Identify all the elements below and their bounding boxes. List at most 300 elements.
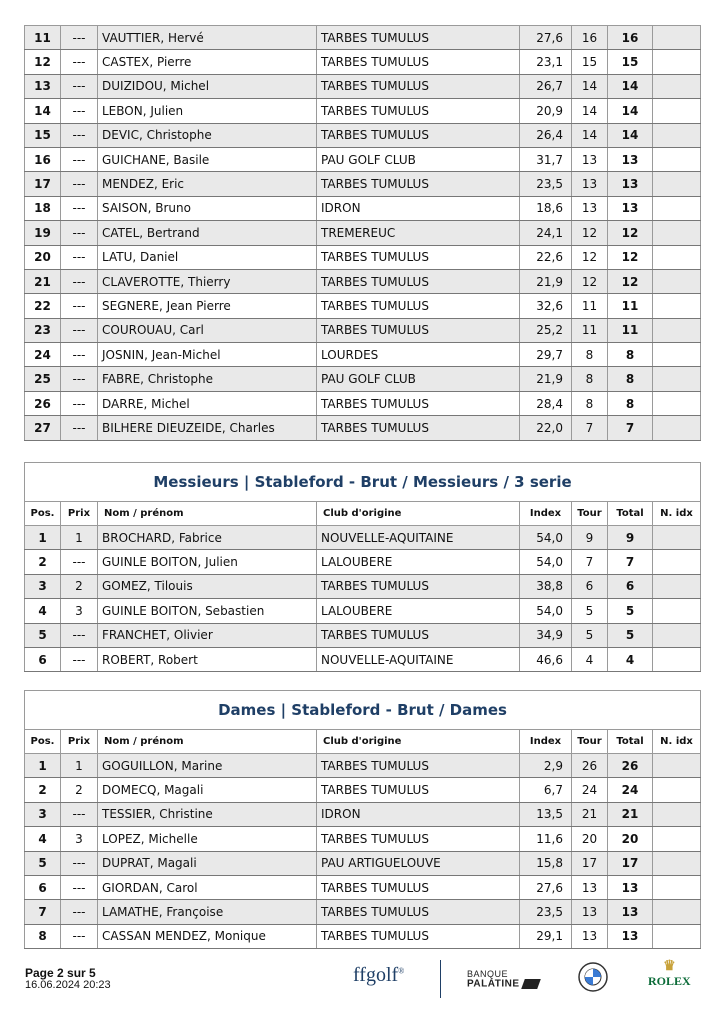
- cell-index: 13,5: [520, 802, 572, 826]
- cell-club: TARBES TUMULUS: [317, 623, 520, 647]
- cell-name: FABRE, Christophe: [98, 367, 317, 391]
- cell-tour: 14: [572, 99, 608, 123]
- table-row: [25, 623, 701, 647]
- cell-total: 4: [608, 647, 653, 671]
- cell-pos: 2: [25, 550, 61, 574]
- rolex-logo-text: ROLEX: [648, 974, 691, 988]
- cell-pos: 1: [25, 754, 61, 778]
- cell-index: 18,6: [520, 196, 572, 220]
- cell-club: TARBES TUMULUS: [317, 26, 520, 50]
- cell-pos: 15: [25, 123, 61, 147]
- header-index: Index: [520, 730, 572, 754]
- cell-nidx: [653, 318, 701, 342]
- cell-total: 14: [608, 74, 653, 98]
- table-row: [25, 99, 701, 123]
- cell-club: TARBES TUMULUS: [317, 778, 520, 802]
- cell-total: 13: [608, 924, 653, 948]
- cell-pos: 5: [25, 851, 61, 875]
- cell-nidx: [653, 245, 701, 269]
- cell-name: LOPEZ, Michelle: [98, 827, 317, 851]
- cell-index: 54,0: [520, 599, 572, 623]
- table-row: [25, 754, 701, 778]
- table-header: [25, 730, 701, 754]
- cell-tour: 15: [572, 50, 608, 74]
- cell-pos: 7: [25, 900, 61, 924]
- results-table-continued: [24, 25, 701, 441]
- cell-index: 28,4: [520, 391, 572, 415]
- cell-club: TARBES TUMULUS: [317, 391, 520, 415]
- table-row: [25, 367, 701, 391]
- cell-nidx: [653, 550, 701, 574]
- cell-total: 11: [608, 294, 653, 318]
- cell-tour: 16: [572, 26, 608, 50]
- table-row: [25, 778, 701, 802]
- cell-pos: 23: [25, 318, 61, 342]
- cell-index: 23,5: [520, 172, 572, 196]
- table-row: [25, 196, 701, 220]
- cell-nidx: [653, 391, 701, 415]
- cell-index: 29,1: [520, 924, 572, 948]
- cell-tour: 11: [572, 318, 608, 342]
- cell-total: 8: [608, 367, 653, 391]
- cell-prix: 3: [61, 599, 98, 623]
- cell-prix: ---: [61, 875, 98, 899]
- cell-name: LEBON, Julien: [98, 99, 317, 123]
- cell-total: 12: [608, 221, 653, 245]
- ffgolf-logo-text: ffgolf: [353, 964, 399, 986]
- header-total: Total: [608, 502, 653, 526]
- cell-pos: 20: [25, 245, 61, 269]
- cell-index: 32,6: [520, 294, 572, 318]
- cell-total: 17: [608, 851, 653, 875]
- cell-tour: 13: [572, 196, 608, 220]
- table-header: [25, 502, 701, 526]
- header-name: Nom / prénom: [98, 502, 317, 526]
- cell-pos: 11: [25, 26, 61, 50]
- header-nidx: N. idx: [653, 730, 701, 754]
- cell-prix: 1: [61, 754, 98, 778]
- cell-tour: 13: [572, 900, 608, 924]
- cell-name: TESSIER, Christine: [98, 802, 317, 826]
- header-total: Total: [608, 730, 653, 754]
- header-club: Club d'origine: [317, 730, 520, 754]
- table-row: [25, 221, 701, 245]
- crown-icon: ♛: [663, 959, 676, 974]
- cell-name: GOGUILLON, Marine: [98, 754, 317, 778]
- header-index: Index: [520, 502, 572, 526]
- cell-club: NOUVELLE-AQUITAINE: [317, 647, 520, 671]
- cell-nidx: [653, 367, 701, 391]
- cell-index: 6,7: [520, 778, 572, 802]
- cell-club: TARBES TUMULUS: [317, 574, 520, 598]
- cell-club: IDRON: [317, 196, 520, 220]
- cell-name: GUINLE BOITON, Julien: [98, 550, 317, 574]
- section-title: Messieurs | Stableford - Brut / Messieurs / 3 serie: [25, 463, 701, 502]
- cell-name: DARRE, Michel: [98, 391, 317, 415]
- header-nidx: N. idx: [653, 502, 701, 526]
- section-title: Dames | Stableford - Brut / Dames: [25, 691, 701, 730]
- cell-index: 24,1: [520, 221, 572, 245]
- cell-pos: 21: [25, 269, 61, 293]
- cell-total: 26: [608, 754, 653, 778]
- cell-index: 22,6: [520, 245, 572, 269]
- table-row: [25, 294, 701, 318]
- cell-name: SEGNERE, Jean Pierre: [98, 294, 317, 318]
- cell-nidx: [653, 599, 701, 623]
- cell-club: LOURDES: [317, 343, 520, 367]
- cell-prix: ---: [61, 245, 98, 269]
- cell-club: TARBES TUMULUS: [317, 827, 520, 851]
- cell-index: 26,4: [520, 123, 572, 147]
- ffgolf-logo: ffgolf®: [353, 964, 405, 986]
- cell-prix: ---: [61, 550, 98, 574]
- cell-name: BROCHARD, Fabrice: [98, 526, 317, 550]
- cell-tour: 9: [572, 526, 608, 550]
- cell-index: 22,0: [520, 416, 572, 440]
- cell-tour: 14: [572, 123, 608, 147]
- cell-nidx: [653, 802, 701, 826]
- cell-index: 38,8: [520, 574, 572, 598]
- cell-nidx: [653, 74, 701, 98]
- cell-prix: 2: [61, 778, 98, 802]
- cell-index: 27,6: [520, 875, 572, 899]
- logo-divider: [440, 960, 441, 998]
- cell-nidx: [653, 269, 701, 293]
- cell-total: 13: [608, 900, 653, 924]
- table-row: [25, 245, 701, 269]
- cell-total: 13: [608, 875, 653, 899]
- cell-nidx: [653, 147, 701, 171]
- cell-name: GUINLE BOITON, Sebastien: [98, 599, 317, 623]
- cell-pos: 8: [25, 924, 61, 948]
- cell-prix: ---: [61, 343, 98, 367]
- cell-index: 23,5: [520, 900, 572, 924]
- cell-nidx: [653, 221, 701, 245]
- cell-prix: ---: [61, 802, 98, 826]
- table-row: [25, 526, 701, 550]
- print-datetime: 16.06.2024 20:23: [25, 979, 111, 991]
- cell-name: DUPRAT, Magali: [98, 851, 317, 875]
- cell-nidx: [653, 123, 701, 147]
- cell-club: TARBES TUMULUS: [317, 269, 520, 293]
- cell-index: 54,0: [520, 526, 572, 550]
- cell-prix: ---: [61, 318, 98, 342]
- cell-total: 6: [608, 574, 653, 598]
- cell-total: 8: [608, 391, 653, 415]
- cell-tour: 20: [572, 827, 608, 851]
- header-name: Nom / prénom: [98, 730, 317, 754]
- cell-pos: 19: [25, 221, 61, 245]
- bank-logo-line1: BANQUE: [467, 969, 509, 979]
- cell-name: GOMEZ, Tilouis: [98, 574, 317, 598]
- cell-prix: ---: [61, 74, 98, 98]
- cell-total: 7: [608, 416, 653, 440]
- cell-total: 13: [608, 172, 653, 196]
- cell-index: 27,6: [520, 26, 572, 50]
- table-row: [25, 318, 701, 342]
- cell-index: 21,9: [520, 367, 572, 391]
- table-row: [25, 802, 701, 826]
- table-row: [25, 599, 701, 623]
- cell-name: GIORDAN, Carol: [98, 875, 317, 899]
- cell-pos: 17: [25, 172, 61, 196]
- cell-club: TARBES TUMULUS: [317, 245, 520, 269]
- table-row: [25, 875, 701, 899]
- cell-nidx: [653, 875, 701, 899]
- cell-club: TARBES TUMULUS: [317, 900, 520, 924]
- cell-name: SAISON, Bruno: [98, 196, 317, 220]
- cell-index: 2,9: [520, 754, 572, 778]
- cell-tour: 6: [572, 574, 608, 598]
- cell-prix: ---: [61, 416, 98, 440]
- cell-pos: 1: [25, 526, 61, 550]
- cell-tour: 8: [572, 343, 608, 367]
- table-row: [25, 172, 701, 196]
- cell-name: ROBERT, Robert: [98, 647, 317, 671]
- header-pos: Pos.: [25, 502, 61, 526]
- cell-nidx: [653, 851, 701, 875]
- cell-club: NOUVELLE-AQUITAINE: [317, 526, 520, 550]
- cell-tour: 5: [572, 623, 608, 647]
- cell-prix: ---: [61, 99, 98, 123]
- cell-total: 5: [608, 623, 653, 647]
- cell-club: TARBES TUMULUS: [317, 50, 520, 74]
- cell-tour: 12: [572, 269, 608, 293]
- header-pos: Pos.: [25, 730, 61, 754]
- cell-total: 14: [608, 123, 653, 147]
- page-number: Page 2 sur 5: [25, 966, 96, 980]
- cell-name: LATU, Daniel: [98, 245, 317, 269]
- table-row: [25, 269, 701, 293]
- cell-nidx: [653, 827, 701, 851]
- cell-index: 34,9: [520, 623, 572, 647]
- cell-pos: 27: [25, 416, 61, 440]
- cell-prix: ---: [61, 924, 98, 948]
- cell-nidx: [653, 343, 701, 367]
- table-row: [25, 391, 701, 415]
- cell-prix: ---: [61, 147, 98, 171]
- cell-pos: 2: [25, 778, 61, 802]
- banque-palatine-logo: [467, 970, 539, 989]
- cell-pos: 3: [25, 802, 61, 826]
- cell-index: 11,6: [520, 827, 572, 851]
- cell-prix: 3: [61, 827, 98, 851]
- cell-tour: 5: [572, 599, 608, 623]
- cell-prix: ---: [61, 294, 98, 318]
- cell-tour: 24: [572, 778, 608, 802]
- cell-total: 11: [608, 318, 653, 342]
- cell-pos: 26: [25, 391, 61, 415]
- cell-nidx: [653, 623, 701, 647]
- cell-index: 31,7: [520, 147, 572, 171]
- cell-prix: ---: [61, 196, 98, 220]
- cell-pos: 16: [25, 147, 61, 171]
- cell-index: 29,7: [520, 343, 572, 367]
- cell-name: GUICHANE, Basile: [98, 147, 317, 171]
- cell-total: 24: [608, 778, 653, 802]
- cell-total: 20: [608, 827, 653, 851]
- cell-total: 21: [608, 802, 653, 826]
- cell-club: IDRON: [317, 802, 520, 826]
- table-row: [25, 416, 701, 440]
- cell-prix: ---: [61, 123, 98, 147]
- cell-pos: 4: [25, 827, 61, 851]
- cell-nidx: [653, 924, 701, 948]
- cell-prix: ---: [61, 647, 98, 671]
- cell-pos: 14: [25, 99, 61, 123]
- cell-name: LAMATHE, Françoise: [98, 900, 317, 924]
- cell-pos: 6: [25, 647, 61, 671]
- cell-tour: 4: [572, 647, 608, 671]
- cell-club: TREMEREUC: [317, 221, 520, 245]
- cell-index: 26,7: [520, 74, 572, 98]
- cell-pos: 12: [25, 50, 61, 74]
- table-row: [25, 550, 701, 574]
- cell-tour: 13: [572, 924, 608, 948]
- cell-nidx: [653, 526, 701, 550]
- cell-total: 14: [608, 99, 653, 123]
- header-prix: Prix: [61, 730, 98, 754]
- cell-name: COUROUAU, Carl: [98, 318, 317, 342]
- cell-index: 46,6: [520, 647, 572, 671]
- cell-pos: 18: [25, 196, 61, 220]
- cell-name: MENDEZ, Eric: [98, 172, 317, 196]
- table-row: [25, 147, 701, 171]
- cell-index: 15,8: [520, 851, 572, 875]
- cell-club: TARBES TUMULUS: [317, 99, 520, 123]
- bmw-logo-icon: [578, 962, 608, 992]
- cell-tour: 12: [572, 245, 608, 269]
- cell-club: TARBES TUMULUS: [317, 318, 520, 342]
- header-tour: Tour: [572, 502, 608, 526]
- cell-pos: 13: [25, 74, 61, 98]
- cell-club: TARBES TUMULUS: [317, 754, 520, 778]
- cell-pos: 3: [25, 574, 61, 598]
- cell-name: BILHERE DIEUZEIDE, Charles: [98, 416, 317, 440]
- bank-mark-icon: [521, 979, 541, 989]
- cell-club: TARBES TUMULUS: [317, 74, 520, 98]
- cell-prix: ---: [61, 623, 98, 647]
- cell-nidx: [653, 754, 701, 778]
- cell-club: TARBES TUMULUS: [317, 875, 520, 899]
- cell-club: TARBES TUMULUS: [317, 123, 520, 147]
- cell-nidx: [653, 294, 701, 318]
- dames-table: [24, 690, 701, 949]
- table-row: [25, 74, 701, 98]
- cell-nidx: [653, 26, 701, 50]
- header-tour: Tour: [572, 730, 608, 754]
- cell-nidx: [653, 900, 701, 924]
- bank-logo-line2: PALATINE: [467, 978, 520, 990]
- table-row: [25, 924, 701, 948]
- cell-name: VAUTTIER, Hervé: [98, 26, 317, 50]
- messieurs-3-serie-table: [24, 462, 701, 672]
- table-row: [25, 647, 701, 671]
- table-row: [25, 827, 701, 851]
- cell-index: 54,0: [520, 550, 572, 574]
- table-row: [25, 343, 701, 367]
- cell-name: CASTEX, Pierre: [98, 50, 317, 74]
- cell-prix: ---: [61, 26, 98, 50]
- cell-pos: 24: [25, 343, 61, 367]
- cell-nidx: [653, 574, 701, 598]
- cell-prix: ---: [61, 172, 98, 196]
- cell-tour: 8: [572, 367, 608, 391]
- cell-tour: 11: [572, 294, 608, 318]
- cell-total: 16: [608, 26, 653, 50]
- cell-name: DUIZIDOU, Michel: [98, 74, 317, 98]
- rolex-logo: [648, 960, 691, 989]
- cell-tour: 7: [572, 416, 608, 440]
- table-row: [25, 851, 701, 875]
- cell-prix: ---: [61, 50, 98, 74]
- cell-tour: 12: [572, 221, 608, 245]
- cell-nidx: [653, 778, 701, 802]
- cell-tour: 21: [572, 802, 608, 826]
- cell-total: 5: [608, 599, 653, 623]
- cell-tour: 13: [572, 147, 608, 171]
- cell-tour: 13: [572, 875, 608, 899]
- cell-pos: 4: [25, 599, 61, 623]
- cell-index: 23,1: [520, 50, 572, 74]
- cell-name: DEVIC, Christophe: [98, 123, 317, 147]
- cell-index: 20,9: [520, 99, 572, 123]
- cell-club: TARBES TUMULUS: [317, 924, 520, 948]
- cell-total: 12: [608, 269, 653, 293]
- cell-name: FRANCHET, Olivier: [98, 623, 317, 647]
- table-row: [25, 900, 701, 924]
- cell-total: 13: [608, 147, 653, 171]
- table-row: [25, 50, 701, 74]
- cell-nidx: [653, 196, 701, 220]
- cell-index: 25,2: [520, 318, 572, 342]
- cell-nidx: [653, 50, 701, 74]
- cell-total: 7: [608, 550, 653, 574]
- cell-nidx: [653, 416, 701, 440]
- header-club: Club d'origine: [317, 502, 520, 526]
- cell-prix: 1: [61, 526, 98, 550]
- cell-club: LALOUBERE: [317, 599, 520, 623]
- cell-index: 21,9: [520, 269, 572, 293]
- cell-prix: ---: [61, 221, 98, 245]
- cell-name: JOSNIN, Jean-Michel: [98, 343, 317, 367]
- cell-club: LALOUBERE: [317, 550, 520, 574]
- cell-club: PAU GOLF CLUB: [317, 147, 520, 171]
- cell-tour: 17: [572, 851, 608, 875]
- cell-tour: 14: [572, 74, 608, 98]
- cell-club: PAU ARTIGUELOUVE: [317, 851, 520, 875]
- cell-club: TARBES TUMULUS: [317, 416, 520, 440]
- cell-tour: 26: [572, 754, 608, 778]
- cell-name: CLAVEROTTE, Thierry: [98, 269, 317, 293]
- cell-name: DOMECQ, Magali: [98, 778, 317, 802]
- cell-total: 8: [608, 343, 653, 367]
- cell-club: PAU GOLF CLUB: [317, 367, 520, 391]
- cell-total: 12: [608, 245, 653, 269]
- cell-tour: 8: [572, 391, 608, 415]
- table-row: [25, 123, 701, 147]
- cell-prix: ---: [61, 391, 98, 415]
- cell-name: CATEL, Bertrand: [98, 221, 317, 245]
- cell-total: 13: [608, 196, 653, 220]
- cell-club: TARBES TUMULUS: [317, 172, 520, 196]
- header-prix: Prix: [61, 502, 98, 526]
- cell-pos: 6: [25, 875, 61, 899]
- cell-prix: ---: [61, 851, 98, 875]
- cell-prix: ---: [61, 269, 98, 293]
- cell-prix: ---: [61, 900, 98, 924]
- cell-nidx: [653, 172, 701, 196]
